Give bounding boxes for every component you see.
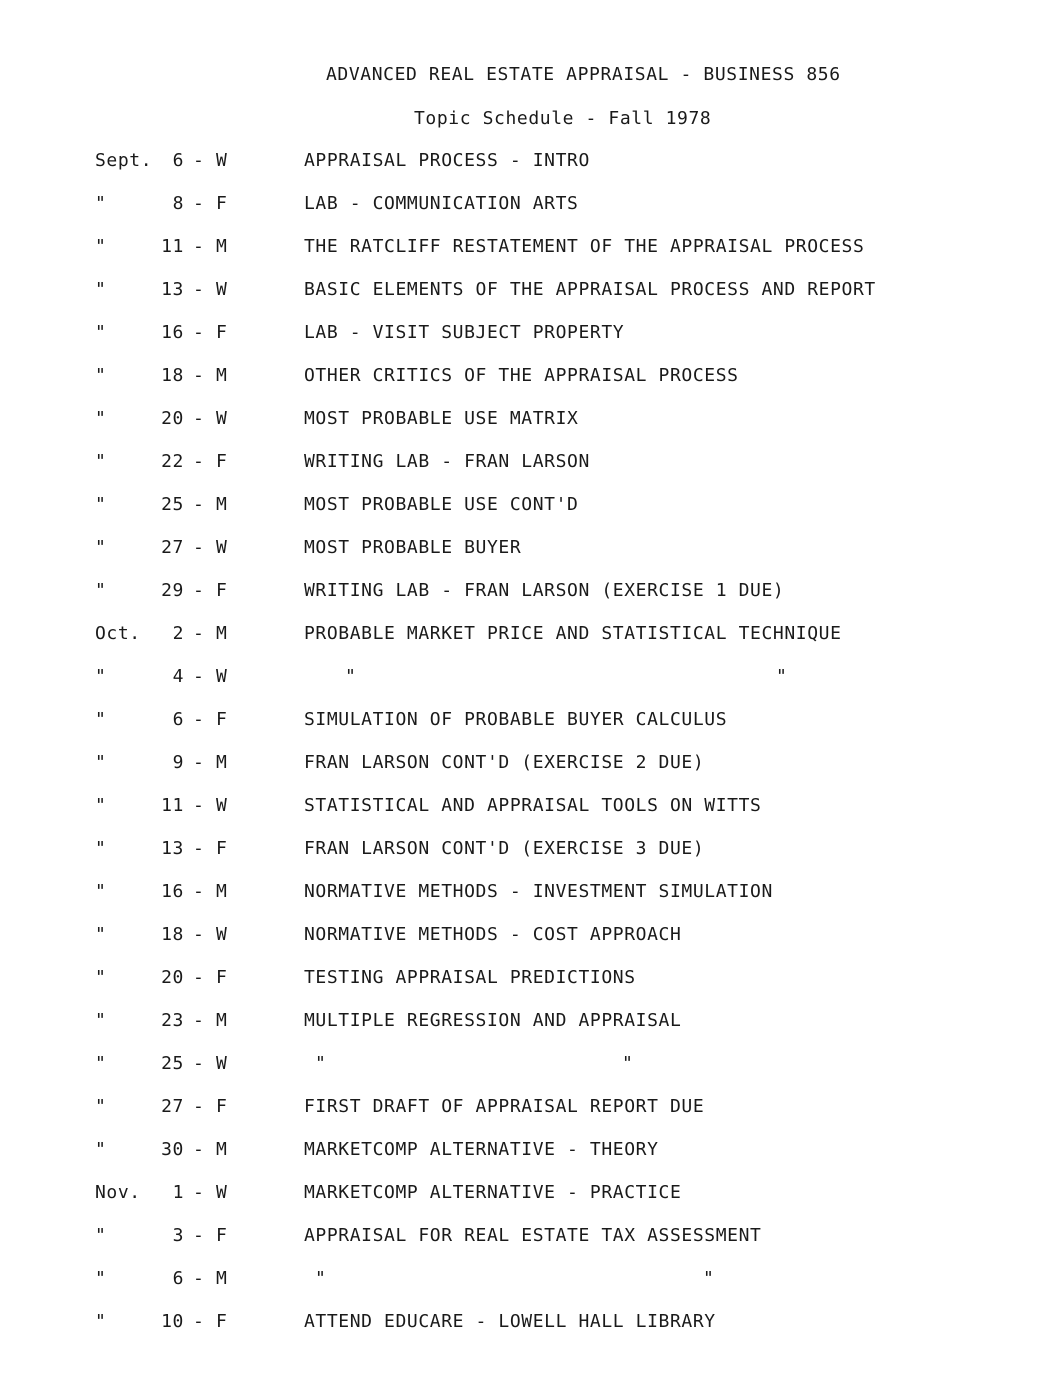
schedule-weekday: M xyxy=(216,494,228,515)
schedule-row xyxy=(0,1268,1064,1311)
schedule-row xyxy=(0,150,1064,193)
schedule-weekday: M xyxy=(216,236,228,257)
schedule-month: " xyxy=(95,408,107,429)
schedule-topic: SIMULATION OF PROBABLE BUYER CALCULUS xyxy=(304,709,728,730)
schedule-topic: PROBABLE MARKET PRICE AND STATISTICAL TECHNIQUE xyxy=(304,623,842,644)
schedule-row xyxy=(0,924,1064,967)
ditto-mark-right: " xyxy=(703,1268,715,1289)
schedule-day: 29 xyxy=(161,580,184,601)
schedule-topic: WRITING LAB - FRAN LARSON xyxy=(304,451,590,472)
schedule-dash: - xyxy=(193,1010,205,1031)
schedule-row xyxy=(0,838,1064,881)
schedule-weekday: W xyxy=(216,537,228,558)
schedule-dash: - xyxy=(193,1182,205,1203)
schedule-month: " xyxy=(95,494,107,515)
schedule-weekday: F xyxy=(216,838,228,859)
schedule-month: " xyxy=(95,1053,107,1074)
schedule-topic: LAB - VISIT SUBJECT PROPERTY xyxy=(304,322,625,343)
schedule-topic: APPRAISAL FOR REAL ESTATE TAX ASSESSMENT xyxy=(304,1225,762,1246)
schedule-row xyxy=(0,1053,1064,1096)
schedule-weekday: F xyxy=(216,709,228,730)
schedule-topic: NORMATIVE METHODS - COST APPROACH xyxy=(304,924,682,945)
schedule-row xyxy=(0,365,1064,408)
ditto-mark-right: " xyxy=(622,1053,634,1074)
schedule-weekday: W xyxy=(216,279,228,300)
schedule-month: " xyxy=(95,795,107,816)
schedule-topic: LAB - COMMUNICATION ARTS xyxy=(304,193,579,214)
schedule-day: 27 xyxy=(161,537,184,558)
schedule-weekday: M xyxy=(216,1268,228,1289)
schedule-month: " xyxy=(95,881,107,902)
schedule-row xyxy=(0,451,1064,494)
schedule-row xyxy=(0,322,1064,365)
schedule-row xyxy=(0,666,1064,709)
schedule-topic: TESTING APPRAISAL PREDICTIONS xyxy=(304,967,636,988)
schedule-dash: - xyxy=(193,1139,205,1160)
schedule-month: " xyxy=(95,1311,107,1332)
schedule-dash: - xyxy=(193,881,205,902)
schedule-weekday: W xyxy=(216,924,228,945)
schedule-row xyxy=(0,236,1064,279)
schedule-day: 27 xyxy=(161,1096,184,1117)
schedule-weekday: F xyxy=(216,1096,228,1117)
schedule-topic: WRITING LAB - FRAN LARSON (EXERCISE 1 DUE) xyxy=(304,580,785,601)
schedule-dash: - xyxy=(193,1225,205,1246)
schedule-day: 10 xyxy=(161,1311,184,1332)
schedule-day: 6 xyxy=(172,1268,184,1289)
schedule-day: 6 xyxy=(172,709,184,730)
document-subtitle: Topic Schedule - Fall 1978 xyxy=(414,108,712,129)
schedule-day: 4 xyxy=(172,666,184,687)
schedule-day: 1 xyxy=(172,1182,184,1203)
schedule-day: 18 xyxy=(161,365,184,386)
schedule-row xyxy=(0,537,1064,580)
schedule-day: 20 xyxy=(161,967,184,988)
schedule-day: 23 xyxy=(161,1010,184,1031)
schedule-month: Sept. xyxy=(95,150,153,171)
schedule-topic: BASIC ELEMENTS OF THE APPRAISAL PROCESS AND REPORT xyxy=(304,279,876,300)
schedule-dash: - xyxy=(193,1268,205,1289)
schedule-weekday: W xyxy=(216,150,228,171)
schedule-dash: - xyxy=(193,279,205,300)
schedule-weekday: F xyxy=(216,1225,228,1246)
schedule-dash: - xyxy=(193,150,205,171)
schedule-month: " xyxy=(95,322,107,343)
schedule-weekday: F xyxy=(216,967,228,988)
schedule-list xyxy=(0,150,1064,1354)
schedule-row xyxy=(0,709,1064,752)
schedule-topic: FRAN LARSON CONT'D (EXERCISE 3 DUE) xyxy=(304,838,705,859)
schedule-weekday: F xyxy=(216,580,228,601)
schedule-day: 11 xyxy=(161,236,184,257)
schedule-weekday: W xyxy=(216,408,228,429)
schedule-row xyxy=(0,1225,1064,1268)
schedule-day: 9 xyxy=(172,752,184,773)
schedule-topic: MOST PROBABLE BUYER xyxy=(304,537,522,558)
schedule-weekday: M xyxy=(216,623,228,644)
schedule-dash: - xyxy=(193,666,205,687)
schedule-month: " xyxy=(95,193,107,214)
schedule-month: " xyxy=(95,967,107,988)
schedule-month: " xyxy=(95,236,107,257)
schedule-month: " xyxy=(95,838,107,859)
schedule-dash: - xyxy=(193,752,205,773)
schedule-day: 16 xyxy=(161,881,184,902)
schedule-day: 2 xyxy=(172,623,184,644)
schedule-dash: - xyxy=(193,537,205,558)
schedule-row xyxy=(0,881,1064,924)
schedule-dash: - xyxy=(193,838,205,859)
schedule-day: 22 xyxy=(161,451,184,472)
schedule-month: " xyxy=(95,1010,107,1031)
schedule-weekday: F xyxy=(216,193,228,214)
schedule-month: " xyxy=(95,451,107,472)
schedule-topic: APPRAISAL PROCESS - INTRO xyxy=(304,150,590,171)
schedule-month: " xyxy=(95,537,107,558)
schedule-weekday: W xyxy=(216,795,228,816)
schedule-topic: MARKETCOMP ALTERNATIVE - PRACTICE xyxy=(304,1182,682,1203)
schedule-row xyxy=(0,752,1064,795)
schedule-dash: - xyxy=(193,623,205,644)
schedule-dash: - xyxy=(193,451,205,472)
schedule-month: " xyxy=(95,1225,107,1246)
schedule-dash: - xyxy=(193,924,205,945)
schedule-day: 11 xyxy=(161,795,184,816)
schedule-topic: THE RATCLIFF RESTATEMENT OF THE APPRAISAL PROCESS xyxy=(304,236,865,257)
ditto-mark-left: " xyxy=(315,1268,327,1289)
schedule-weekday: M xyxy=(216,1010,228,1031)
schedule-topic: MARKETCOMP ALTERNATIVE - THEORY xyxy=(304,1139,659,1160)
schedule-row xyxy=(0,1139,1064,1182)
document-title: ADVANCED REAL ESTATE APPRAISAL - BUSINESS 856 xyxy=(326,64,841,85)
schedule-dash: - xyxy=(193,193,205,214)
schedule-weekday: W xyxy=(216,666,228,687)
schedule-row xyxy=(0,967,1064,1010)
schedule-topic: ATTEND EDUCARE - LOWELL HALL LIBRARY xyxy=(304,1311,716,1332)
schedule-dash: - xyxy=(193,1311,205,1332)
schedule-row xyxy=(0,795,1064,838)
schedule-dash: - xyxy=(193,709,205,730)
schedule-day: 13 xyxy=(161,279,184,300)
schedule-dash: - xyxy=(193,365,205,386)
schedule-weekday: W xyxy=(216,1053,228,1074)
schedule-weekday: M xyxy=(216,365,228,386)
schedule-topic: MOST PROBABLE USE CONT'D xyxy=(304,494,579,515)
schedule-weekday: F xyxy=(216,322,228,343)
schedule-month: " xyxy=(95,365,107,386)
schedule-dash: - xyxy=(193,1096,205,1117)
schedule-row xyxy=(0,279,1064,322)
schedule-topic: NORMATIVE METHODS - INVESTMENT SIMULATION xyxy=(304,881,773,902)
schedule-day: 3 xyxy=(172,1225,184,1246)
schedule-weekday: W xyxy=(216,1182,228,1203)
schedule-row xyxy=(0,623,1064,666)
schedule-weekday: F xyxy=(216,451,228,472)
schedule-topic: STATISTICAL AND APPRAISAL TOOLS ON WITTS xyxy=(304,795,762,816)
schedule-dash: - xyxy=(193,967,205,988)
schedule-day: 16 xyxy=(161,322,184,343)
schedule-row xyxy=(0,1010,1064,1053)
ditto-mark-left: " xyxy=(315,1053,327,1074)
schedule-month: " xyxy=(95,1139,107,1160)
schedule-row xyxy=(0,494,1064,537)
schedule-day: 8 xyxy=(172,193,184,214)
schedule-day: 25 xyxy=(161,1053,184,1074)
schedule-topic: MOST PROBABLE USE MATRIX xyxy=(304,408,579,429)
schedule-dash: - xyxy=(193,494,205,515)
schedule-row xyxy=(0,1096,1064,1139)
schedule-month: " xyxy=(95,666,107,687)
schedule-row xyxy=(0,408,1064,451)
schedule-month: " xyxy=(95,752,107,773)
schedule-month: " xyxy=(95,709,107,730)
schedule-dash: - xyxy=(193,322,205,343)
ditto-mark-right: " xyxy=(776,666,788,687)
schedule-weekday: F xyxy=(216,1311,228,1332)
schedule-weekday: M xyxy=(216,1139,228,1160)
schedule-row xyxy=(0,193,1064,236)
schedule-dash: - xyxy=(193,580,205,601)
schedule-day: 30 xyxy=(161,1139,184,1160)
schedule-day: 20 xyxy=(161,408,184,429)
schedule-topic: OTHER CRITICS OF THE APPRAISAL PROCESS xyxy=(304,365,739,386)
schedule-dash: - xyxy=(193,795,205,816)
schedule-dash: - xyxy=(193,236,205,257)
schedule-topic: FRAN LARSON CONT'D (EXERCISE 2 DUE) xyxy=(304,752,705,773)
schedule-month: " xyxy=(95,924,107,945)
schedule-topic: FIRST DRAFT OF APPRAISAL REPORT DUE xyxy=(304,1096,705,1117)
schedule-dash: - xyxy=(193,408,205,429)
schedule-month: Nov. xyxy=(95,1182,141,1203)
schedule-row xyxy=(0,580,1064,623)
schedule-day: 25 xyxy=(161,494,184,515)
schedule-row xyxy=(0,1182,1064,1225)
schedule-day: 6 xyxy=(172,150,184,171)
schedule-weekday: M xyxy=(216,752,228,773)
schedule-month: Oct. xyxy=(95,623,141,644)
schedule-topic: MULTIPLE REGRESSION AND APPRAISAL xyxy=(304,1010,682,1031)
schedule-month: " xyxy=(95,279,107,300)
schedule-day: 18 xyxy=(161,924,184,945)
ditto-mark-left: " xyxy=(345,666,357,687)
schedule-row xyxy=(0,1311,1064,1354)
schedule-weekday: M xyxy=(216,881,228,902)
schedule-month: " xyxy=(95,580,107,601)
schedule-day: 13 xyxy=(161,838,184,859)
schedule-month: " xyxy=(95,1268,107,1289)
schedule-month: " xyxy=(95,1096,107,1117)
schedule-dash: - xyxy=(193,1053,205,1074)
